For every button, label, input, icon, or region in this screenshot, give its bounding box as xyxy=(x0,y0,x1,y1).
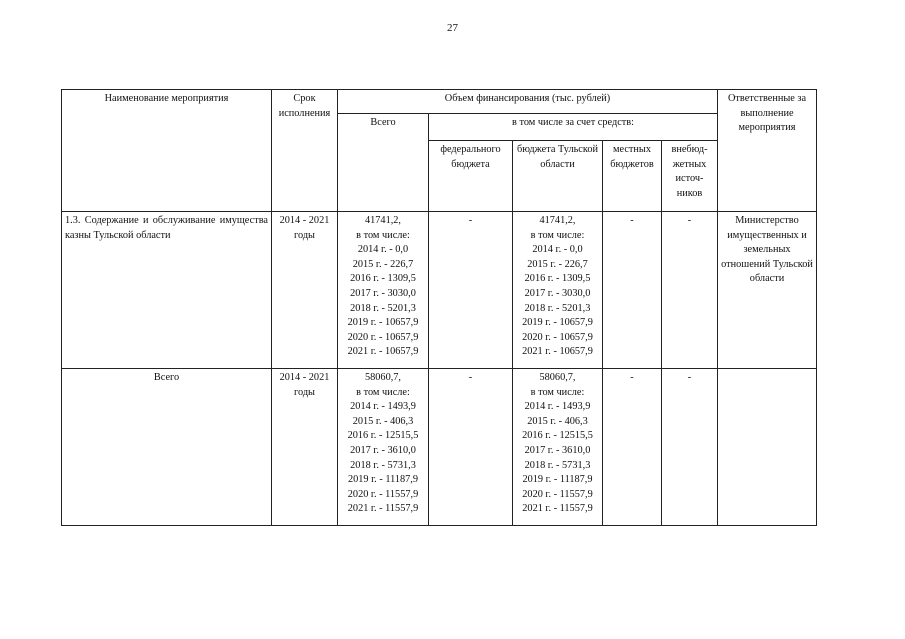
header-name: Наименование мероприятия xyxy=(62,90,272,212)
value-line: 2017 г. - 3610,0 xyxy=(350,444,416,456)
value-line: 2016 г. - 1309,5 xyxy=(524,273,591,285)
dash: - xyxy=(468,372,473,383)
dash: - xyxy=(687,215,692,226)
value-line: 2021 г. - 10657,9 xyxy=(347,346,419,358)
value-line: 2014 г. - 0,0 xyxy=(357,244,409,256)
value-line: 2018 г. - 5731,3 xyxy=(350,459,416,471)
row-local xyxy=(603,369,662,526)
header-local: местных бюджетов xyxy=(603,141,662,212)
value-line: 2014 г. - 1493,9 xyxy=(524,401,591,413)
financing-table xyxy=(61,89,817,526)
row-term: 2014 - 2021 годы xyxy=(272,212,338,369)
header-row-1 xyxy=(62,90,817,114)
header-responsible: Ответственные за выполнение мероприятия xyxy=(718,90,817,212)
value-line: 2019 г. - 11187,9 xyxy=(347,474,419,486)
value-line: 2019 г. - 10657,9 xyxy=(347,317,419,329)
value-line: 2018 г. - 5201,3 xyxy=(350,302,416,314)
row-federal xyxy=(429,369,513,526)
row-regional xyxy=(513,212,603,369)
value-line: 2020 г. - 11557,9 xyxy=(522,488,593,500)
row-responsible xyxy=(718,369,817,526)
value-line: 41741,2, xyxy=(364,215,402,226)
value-line: 2016 г. - 1309,5 xyxy=(350,273,416,285)
value-line: 2016 г. - 12515,5 xyxy=(522,430,593,442)
header-total: Всего xyxy=(338,114,429,212)
value-line: 41741,2, xyxy=(539,215,576,226)
value-line: 2017 г. - 3610,0 xyxy=(524,444,591,456)
row-regional xyxy=(513,369,603,526)
dash: - xyxy=(468,215,473,226)
value-line: 2015 г. - 226,7 xyxy=(527,258,588,270)
dash: - xyxy=(630,372,634,383)
header-regional: бюджета Тульской области xyxy=(513,141,603,212)
header-including: в том числе за счет средств: xyxy=(429,114,718,141)
value-line: в том числе: xyxy=(530,386,585,398)
value-line: 2015 г. - 406,3 xyxy=(352,415,414,427)
header-funding: Объем финансирования (тыс. рублей) xyxy=(338,90,718,114)
value-line: 2021 г. - 11557,9 xyxy=(522,503,593,515)
value-line: 2015 г. - 406,3 xyxy=(527,415,588,427)
value-line: в том числе: xyxy=(530,229,585,241)
value-line: 2020 г. - 10657,9 xyxy=(347,331,419,343)
value-line: 2021 г. - 10657,9 xyxy=(522,346,593,358)
value-line: 2020 г. - 11557,9 xyxy=(347,488,419,500)
row-responsible: Министерство имущественных и земельных отношений Тульской области xyxy=(718,212,817,369)
value-line: 2014 г. - 1493,9 xyxy=(350,401,416,413)
value-line: 2020 г. - 10657,9 xyxy=(522,331,593,343)
value-line: 2019 г. - 10657,9 xyxy=(522,317,593,329)
header-extrabudget: внебюд-жетных источ-ников xyxy=(662,141,718,212)
row-total xyxy=(338,212,429,369)
row-name: Всего xyxy=(62,369,272,526)
dash: - xyxy=(687,372,692,383)
value-line: 2015 г. - 226,7 xyxy=(352,258,414,270)
row-name: 1.3. Содержание и обслуживание имущества казны Тульской области xyxy=(62,212,272,369)
row-federal xyxy=(429,212,513,369)
value-line: 2014 г. - 0,0 xyxy=(532,244,583,256)
value-line: 2017 г. - 3030,0 xyxy=(350,287,416,299)
table-row xyxy=(62,212,817,369)
header-term: Срок исполнения xyxy=(272,90,338,212)
value-line: 2021 г. - 11557,9 xyxy=(347,503,419,515)
page-number: 27 xyxy=(447,22,458,34)
header-federal: федерального бюджета xyxy=(429,141,513,212)
value-line: 2019 г. - 11187,9 xyxy=(522,474,593,486)
row-extrabudget xyxy=(662,212,718,369)
value-line: 2016 г. - 12515,5 xyxy=(347,430,419,442)
value-line: 2018 г. - 5731,3 xyxy=(524,459,591,471)
row-local xyxy=(603,212,662,369)
value-line: 58060,7, xyxy=(364,372,402,383)
table-row xyxy=(62,369,817,526)
value-line: 2018 г. - 5201,3 xyxy=(524,302,591,314)
dash: - xyxy=(630,215,634,226)
value-line: 58060,7, xyxy=(539,372,576,383)
row-total xyxy=(338,369,429,526)
value-line: 2017 г. - 3030,0 xyxy=(524,287,591,299)
row-term: 2014 - 2021 годы xyxy=(272,369,338,526)
value-line: в том числе: xyxy=(356,229,410,241)
row-extrabudget xyxy=(662,369,718,526)
value-line: в том числе: xyxy=(356,386,410,398)
